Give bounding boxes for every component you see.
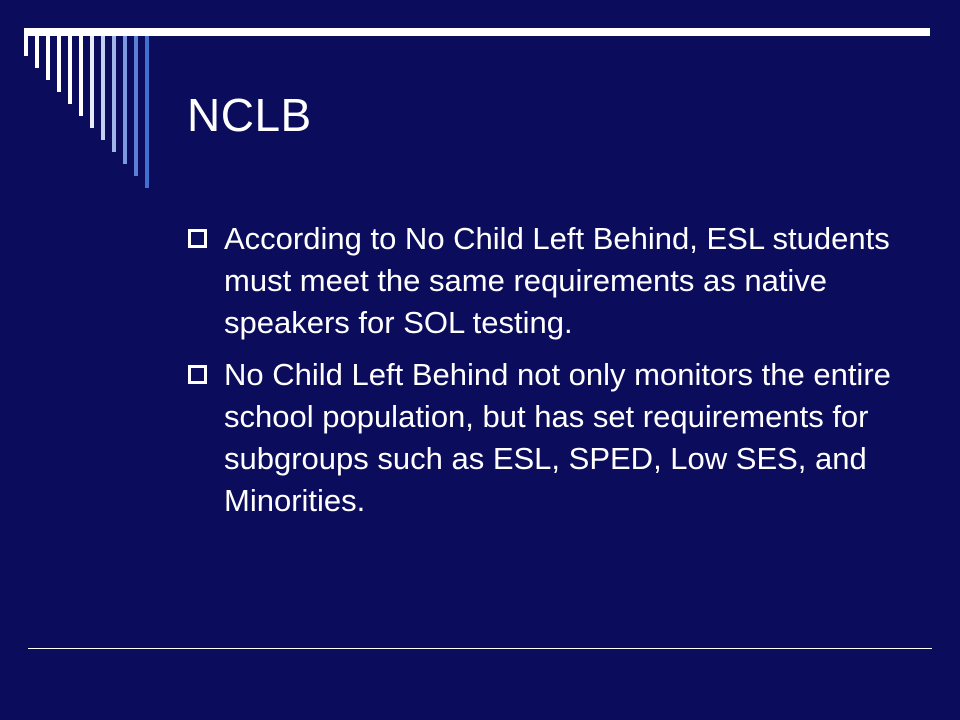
stripe [35, 36, 39, 68]
bullet-list [188, 218, 904, 532]
stripe [68, 36, 72, 104]
bullet-item [188, 354, 904, 522]
stripe [123, 36, 127, 164]
bullet-text: No Child Left Behind not only monitors the entire school population, but has set requirements for subgroups such as ESL, SPED, Low SES, and Minorities. [224, 357, 891, 518]
bullet-text: According to No Child Left Behind, ESL students must meet the same requirements as native speakers for SOL testing. [224, 221, 890, 340]
bullet-item [188, 218, 904, 344]
stripe [46, 36, 50, 80]
stripe [90, 36, 94, 128]
stripe [112, 36, 116, 152]
square-bullet-icon [188, 365, 207, 384]
slide-title: NCLB [187, 89, 312, 141]
bottom-rule [28, 648, 932, 649]
stripe [101, 36, 105, 140]
stripe [145, 36, 149, 188]
stripe [134, 36, 138, 176]
decorative-stripes [0, 0, 200, 200]
stripe [79, 36, 83, 116]
stripe [57, 36, 61, 92]
square-bullet-icon [188, 229, 207, 248]
stripe [24, 36, 28, 56]
